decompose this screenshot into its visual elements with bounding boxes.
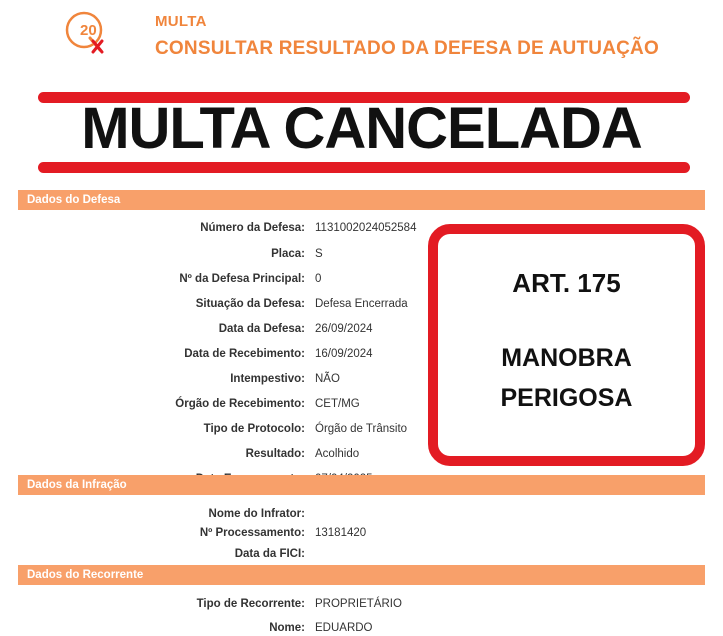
field-label: Tipo de Protocolo: xyxy=(203,423,305,435)
field-label: Nome do Infrator: xyxy=(208,508,305,520)
field-label: Data de Recebimento: xyxy=(184,348,305,360)
field-label: Placa: xyxy=(271,248,305,260)
field-label: Resultado: xyxy=(245,448,305,460)
field-label: Tipo de Recorrente: xyxy=(196,598,305,610)
stamp-text: MULTA CANCELADA xyxy=(81,96,642,161)
field-value: CET/MG xyxy=(315,398,360,410)
field-value: 0 xyxy=(315,273,322,285)
field-value: EDUARDO xyxy=(315,622,373,634)
section-header-recorrente: Dados do Recorrente xyxy=(18,565,705,585)
article-description xyxy=(438,338,695,418)
section-header-defesa: Dados do Defesa xyxy=(18,190,705,210)
field-label: Número da Defesa: xyxy=(200,222,305,234)
field-value: PROPRIETÁRIO xyxy=(315,598,402,610)
svg-text:20: 20 xyxy=(80,22,97,39)
field-value: NÃO xyxy=(315,373,340,385)
field-label: Órgão de Recebimento: xyxy=(175,398,305,410)
agency-logo-icon xyxy=(60,8,108,56)
field-value: Acolhido xyxy=(315,448,360,460)
field-label: Data da Defesa: xyxy=(218,323,305,335)
article-callout-box xyxy=(428,224,705,466)
field-label: Intempestivo: xyxy=(230,373,305,385)
field-value: S xyxy=(315,248,323,260)
field-label: Nome: xyxy=(269,622,305,634)
field-label: Data da FICI: xyxy=(234,548,305,560)
field-label: Nº Processamento: xyxy=(199,527,305,539)
field-value: Defesa Encerrada xyxy=(315,298,408,310)
article-description-line2: PERIGOSA xyxy=(500,384,633,412)
field-value: 16/09/2024 xyxy=(315,348,373,360)
field-value: 13181420 xyxy=(315,527,367,539)
article-description-line1: MANOBRA xyxy=(501,344,632,372)
page-header xyxy=(0,0,723,78)
article-number: ART. 175 xyxy=(512,268,621,298)
stamp-bar-bottom xyxy=(38,162,690,173)
section-header-infracao: Dados da Infração xyxy=(18,475,705,495)
field-label: Nº da Defesa Principal: xyxy=(179,273,305,285)
field-value: Órgão de Trânsito xyxy=(315,423,408,435)
cancellation-stamp xyxy=(0,86,723,178)
header-subtitle: CONSULTAR RESULTADO DA DEFESA DE AUTUAÇÃO xyxy=(155,38,659,59)
field-label: Situação da Defesa: xyxy=(195,298,305,310)
header-title: MULTA xyxy=(155,13,207,30)
field-value: 26/09/2024 xyxy=(315,323,373,335)
field-value: 1131002024052584 xyxy=(315,222,417,234)
